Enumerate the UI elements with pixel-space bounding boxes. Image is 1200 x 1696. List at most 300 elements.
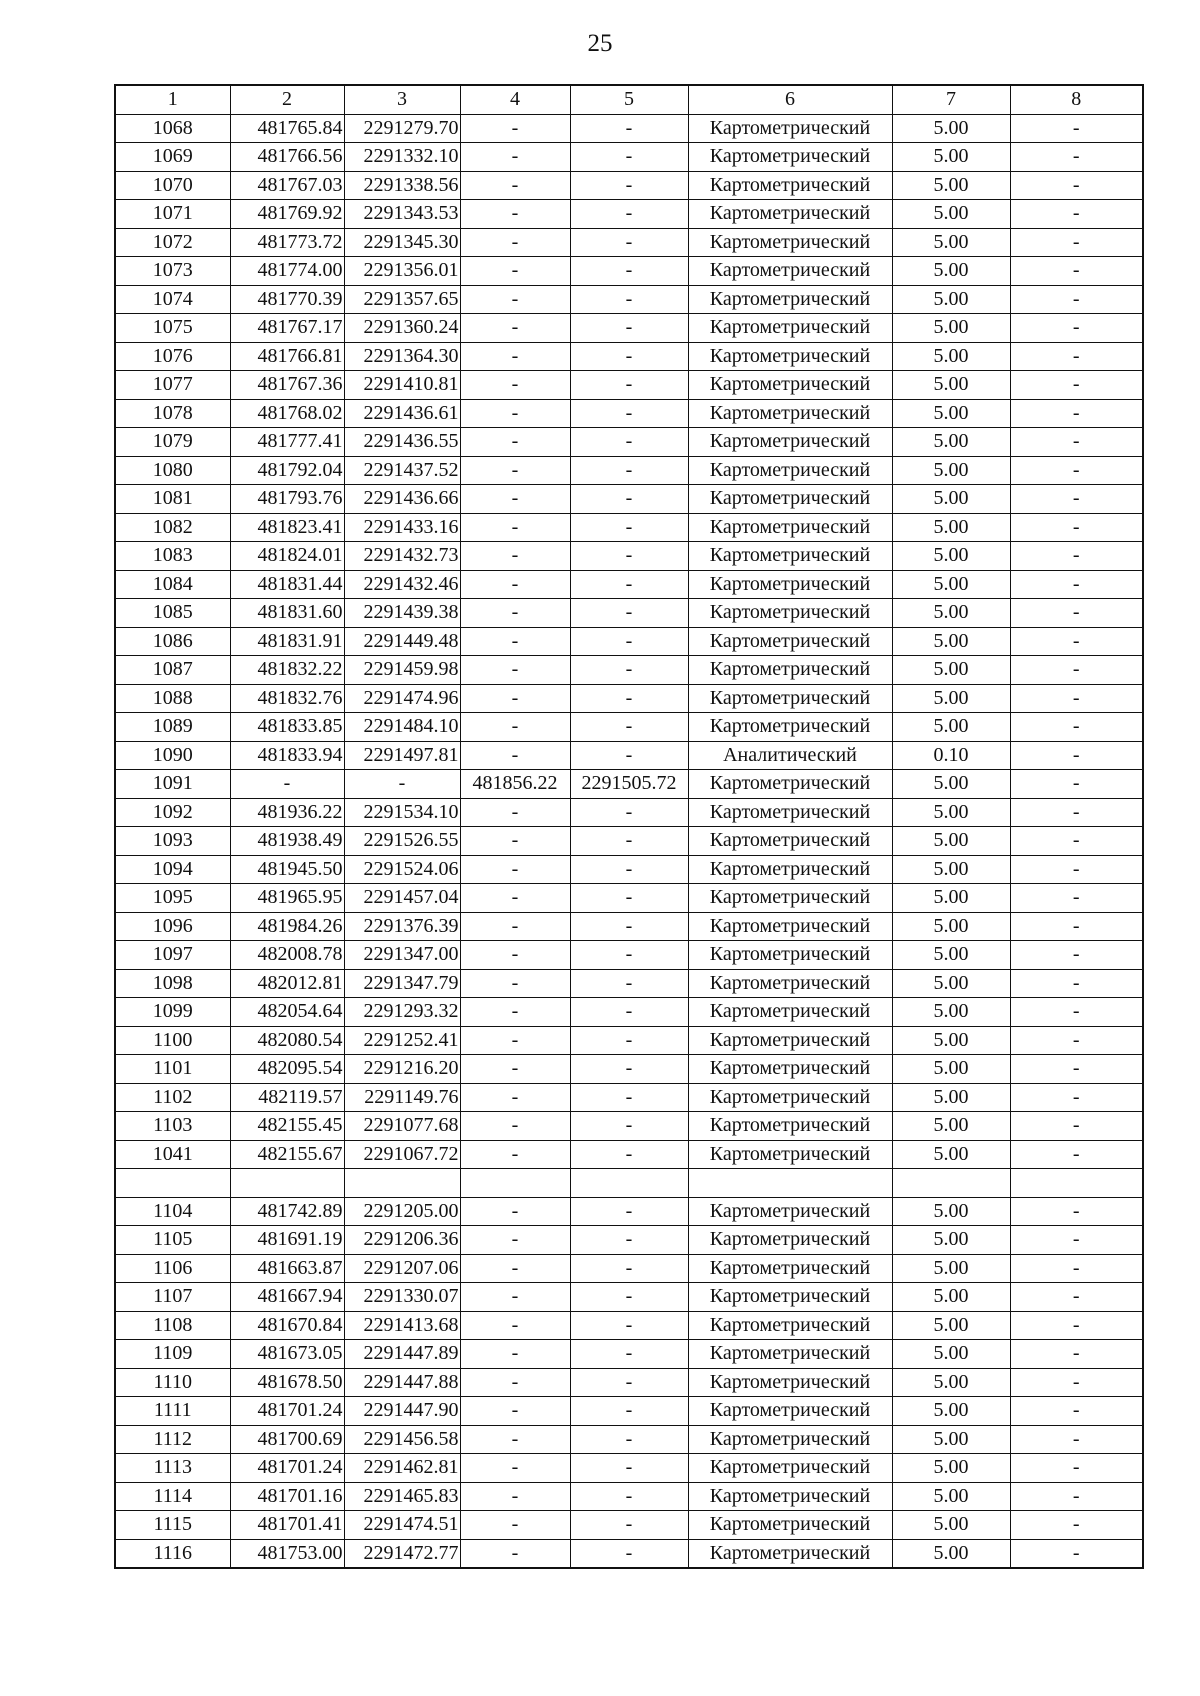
table-cell: 5.00 (892, 143, 1010, 172)
table-cell: 481984.26 (230, 912, 344, 941)
table-cell: 1107 (115, 1283, 230, 1312)
table-cell: 5.00 (892, 1482, 1010, 1511)
table-row (115, 143, 1143, 172)
table-cell: Картометрический (688, 1283, 892, 1312)
table-cell: 5.00 (892, 485, 1010, 514)
table-cell: - (570, 171, 688, 200)
column-header: 5 (570, 85, 688, 114)
table-row (115, 969, 1143, 998)
table-cell: 1115 (115, 1511, 230, 1540)
table-cell: 482012.81 (230, 969, 344, 998)
table-cell: 1069 (115, 143, 230, 172)
table-cell: - (1010, 1254, 1143, 1283)
table-cell: Картометрический (688, 1340, 892, 1369)
table-cell: Картометрический (688, 998, 892, 1027)
table-cell: 2291356.01 (344, 257, 460, 286)
table-cell: 5.00 (892, 542, 1010, 571)
table-cell: 481701.41 (230, 1511, 344, 1540)
table-cell: 1082 (115, 513, 230, 542)
table-cell: 1074 (115, 285, 230, 314)
table-cell: Картометрический (688, 713, 892, 742)
table-cell: - (570, 1055, 688, 1084)
table-cell: 5.00 (892, 1283, 1010, 1312)
table-cell: 1083 (115, 542, 230, 571)
table-cell: - (1010, 969, 1143, 998)
table-cell: - (460, 1226, 570, 1255)
table-cell: - (570, 143, 688, 172)
table-cell: 5.00 (892, 228, 1010, 257)
table-cell: Картометрический (688, 171, 892, 200)
table-cell: 481777.41 (230, 428, 344, 457)
table-cell: - (570, 1197, 688, 1226)
table-row (115, 1482, 1143, 1511)
table-row (115, 941, 1143, 970)
table-cell: 1093 (115, 827, 230, 856)
table-cell: 2291432.46 (344, 570, 460, 599)
table-cell: 5.00 (892, 1112, 1010, 1141)
table-cell: 481701.16 (230, 1482, 344, 1511)
table-cell: - (1010, 1112, 1143, 1141)
table-cell: - (570, 456, 688, 485)
table-cell: 2291347.79 (344, 969, 460, 998)
table-cell: - (1010, 570, 1143, 599)
coordinates-table (114, 84, 1144, 1569)
table-cell: 481663.87 (230, 1254, 344, 1283)
table-row (115, 1197, 1143, 1226)
table-row (115, 1169, 1143, 1198)
table-cell: 1088 (115, 684, 230, 713)
table-cell: - (1010, 314, 1143, 343)
table-cell: - (1010, 513, 1143, 542)
table-cell: 5.00 (892, 1539, 1010, 1568)
table-cell: - (460, 513, 570, 542)
table-cell: 2291465.83 (344, 1482, 460, 1511)
table-row (115, 884, 1143, 913)
table-cell: 1081 (115, 485, 230, 514)
table-cell: - (570, 998, 688, 1027)
table-cell: - (460, 1140, 570, 1169)
table-cell: 5.00 (892, 627, 1010, 656)
table-cell: - (570, 257, 688, 286)
table-cell: - (1010, 1482, 1143, 1511)
table-cell: 2291216.20 (344, 1055, 460, 1084)
column-header: 2 (230, 85, 344, 114)
table-cell: Картометрический (688, 114, 892, 143)
table-cell: 5.00 (892, 1140, 1010, 1169)
table-cell: Картометрический (688, 399, 892, 428)
table-cell: 481765.84 (230, 114, 344, 143)
table-cell: - (1010, 428, 1143, 457)
table-cell: 1091 (115, 770, 230, 799)
table-cell: - (460, 456, 570, 485)
table-cell: Картометрический (688, 371, 892, 400)
table-cell: - (570, 827, 688, 856)
table-cell: Картометрический (688, 228, 892, 257)
table-cell: 2291432.73 (344, 542, 460, 571)
table-cell: 1094 (115, 855, 230, 884)
table-cell: - (1010, 627, 1143, 656)
table-cell: 2291534.10 (344, 798, 460, 827)
table-cell: 481770.39 (230, 285, 344, 314)
table-cell: 481768.02 (230, 399, 344, 428)
page-number: 25 (587, 30, 613, 57)
table-cell: Картометрический (688, 456, 892, 485)
table-cell: - (570, 1397, 688, 1426)
table-cell: - (1010, 855, 1143, 884)
table-cell: 481945.50 (230, 855, 344, 884)
table-cell: - (570, 1140, 688, 1169)
table-cell: - (570, 371, 688, 400)
table-cell: - (460, 855, 570, 884)
table-cell: 1097 (115, 941, 230, 970)
table-cell: - (1010, 770, 1143, 799)
table-row (115, 1055, 1143, 1084)
table-cell: 1075 (115, 314, 230, 343)
table-cell: - (1010, 656, 1143, 685)
table-cell: 481774.00 (230, 257, 344, 286)
table-cell: - (460, 399, 570, 428)
table-cell: 481766.81 (230, 342, 344, 371)
table-cell: - (460, 228, 570, 257)
table-cell: 1116 (115, 1539, 230, 1568)
table-cell: - (344, 770, 460, 799)
table-cell: 2291436.61 (344, 399, 460, 428)
table-cell (688, 1169, 892, 1198)
table-row (115, 798, 1143, 827)
table-cell: Картометрический (688, 257, 892, 286)
table-cell: 481767.17 (230, 314, 344, 343)
table-cell: - (570, 1340, 688, 1369)
table-cell: - (1010, 228, 1143, 257)
table-cell: 1110 (115, 1368, 230, 1397)
table-cell: 2291343.53 (344, 200, 460, 229)
table-cell: 2291410.81 (344, 371, 460, 400)
table-cell: 2291449.48 (344, 627, 460, 656)
table-cell: - (570, 542, 688, 571)
table-cell: 2291338.56 (344, 171, 460, 200)
table-cell: - (460, 1482, 570, 1511)
table-cell: 2291293.32 (344, 998, 460, 1027)
table-row (115, 485, 1143, 514)
table-cell: 1114 (115, 1482, 230, 1511)
table-cell: 481793.76 (230, 485, 344, 514)
table-cell: Картометрический (688, 798, 892, 827)
table-cell: - (1010, 884, 1143, 913)
table-cell: 2291526.55 (344, 827, 460, 856)
table-cell: - (570, 1083, 688, 1112)
table-cell: 5.00 (892, 798, 1010, 827)
table-cell: Картометрический (688, 884, 892, 913)
table-cell: Картометрический (688, 200, 892, 229)
table-cell: 5.00 (892, 855, 1010, 884)
table-cell: 1092 (115, 798, 230, 827)
table-body (115, 114, 1143, 1568)
table-cell: - (570, 884, 688, 913)
table-cell: - (460, 1368, 570, 1397)
table-cell: 1068 (115, 114, 230, 143)
table-cell (570, 1169, 688, 1198)
table-row (115, 399, 1143, 428)
table-cell: 2291474.51 (344, 1511, 460, 1540)
table-cell: 5.00 (892, 969, 1010, 998)
table-cell: 5.00 (892, 1055, 1010, 1084)
table-cell: 481766.56 (230, 143, 344, 172)
table-cell: Картометрический (688, 770, 892, 799)
table-cell: 5.00 (892, 827, 1010, 856)
table-cell: 1089 (115, 713, 230, 742)
table-cell: 481701.24 (230, 1397, 344, 1426)
table-cell: - (1010, 713, 1143, 742)
table-cell: Картометрический (688, 1454, 892, 1483)
table-cell: - (460, 542, 570, 571)
table-row (115, 200, 1143, 229)
table-cell: - (1010, 1026, 1143, 1055)
table-cell: 481824.01 (230, 542, 344, 571)
table-row (115, 713, 1143, 742)
table-cell: - (570, 599, 688, 628)
table-cell: 1080 (115, 456, 230, 485)
table-cell: 2291376.39 (344, 912, 460, 941)
table-cell: 1099 (115, 998, 230, 1027)
table-cell: - (1010, 599, 1143, 628)
table-cell: - (570, 314, 688, 343)
table-row (115, 342, 1143, 371)
table-cell (115, 1169, 230, 1198)
table-cell: - (570, 855, 688, 884)
table-cell: - (1010, 798, 1143, 827)
column-header: 1 (115, 85, 230, 114)
table-cell: 2291357.65 (344, 285, 460, 314)
table-cell: 5.00 (892, 428, 1010, 457)
table-cell: 2291439.38 (344, 599, 460, 628)
table-row (115, 314, 1143, 343)
table-cell: 1090 (115, 741, 230, 770)
table-row (115, 1340, 1143, 1369)
table-cell: 1105 (115, 1226, 230, 1255)
table-cell: 5.00 (892, 656, 1010, 685)
table-cell: 481773.72 (230, 228, 344, 257)
table-cell: - (460, 969, 570, 998)
table-cell: - (570, 228, 688, 257)
table-cell: 5.00 (892, 200, 1010, 229)
table-cell: Картометрический (688, 1254, 892, 1283)
table-cell: Картометрический (688, 656, 892, 685)
table-row (115, 1397, 1143, 1426)
table-cell: Картометрический (688, 1425, 892, 1454)
table-cell: 1095 (115, 884, 230, 913)
table-row (115, 770, 1143, 799)
table-cell: Картометрический (688, 570, 892, 599)
table-cell: 5.00 (892, 912, 1010, 941)
table-cell: 481831.44 (230, 570, 344, 599)
table-cell: - (460, 713, 570, 742)
table-cell: - (1010, 741, 1143, 770)
table-cell: 5.00 (892, 599, 1010, 628)
table-cell: 481833.94 (230, 741, 344, 770)
table-cell: 481965.95 (230, 884, 344, 913)
table-cell: Картометрический (688, 1482, 892, 1511)
table-cell: - (460, 912, 570, 941)
table-cell: - (1010, 1539, 1143, 1568)
table-cell: - (570, 513, 688, 542)
table-cell: Картометрический (688, 1368, 892, 1397)
table-cell (344, 1169, 460, 1198)
table-cell: 2291437.52 (344, 456, 460, 485)
table-cell: - (570, 798, 688, 827)
table-cell: 481667.94 (230, 1283, 344, 1312)
table-cell: 2291067.72 (344, 1140, 460, 1169)
table-cell: 1113 (115, 1454, 230, 1483)
table-cell: - (460, 1283, 570, 1312)
table-cell: - (1010, 171, 1143, 200)
table-cell: 2291433.16 (344, 513, 460, 542)
table-cell: 481832.22 (230, 656, 344, 685)
table-cell: 2291330.07 (344, 1283, 460, 1312)
table-row (115, 1083, 1143, 1112)
table-cell: - (460, 371, 570, 400)
table-cell: - (570, 399, 688, 428)
table-cell: 2291472.77 (344, 1539, 460, 1568)
table-cell: Картометрический (688, 827, 892, 856)
table-cell: Картометрический (688, 627, 892, 656)
table-cell: - (1010, 342, 1143, 371)
table-cell: Картометрический (688, 969, 892, 998)
table-cell: - (460, 1425, 570, 1454)
table-row (115, 257, 1143, 286)
table-cell: 1103 (115, 1112, 230, 1141)
table-cell: 1078 (115, 399, 230, 428)
table-cell: - (570, 1112, 688, 1141)
table-cell: - (460, 1112, 570, 1141)
table-cell: 481767.36 (230, 371, 344, 400)
table-cell: - (570, 114, 688, 143)
table-cell: 1106 (115, 1254, 230, 1283)
table-cell: Картометрический (688, 1055, 892, 1084)
table-cell: - (460, 1055, 570, 1084)
table-cell: Картометрический (688, 542, 892, 571)
table-row (115, 1112, 1143, 1141)
table-cell: - (1010, 1397, 1143, 1426)
table-cell: 481673.05 (230, 1340, 344, 1369)
table-cell: - (1010, 1368, 1143, 1397)
table-cell: - (570, 285, 688, 314)
table-cell: Картометрический (688, 1197, 892, 1226)
table-row (115, 1283, 1143, 1312)
table-cell: - (460, 342, 570, 371)
table-cell: 2291332.10 (344, 143, 460, 172)
table-cell: 5.00 (892, 371, 1010, 400)
table-cell: - (1010, 114, 1143, 143)
table-cell: 2291474.96 (344, 684, 460, 713)
table-cell: 1102 (115, 1083, 230, 1112)
table-row (115, 456, 1143, 485)
table-row (115, 627, 1143, 656)
table-cell: Картометрический (688, 513, 892, 542)
table-cell: 5.00 (892, 257, 1010, 286)
column-header: 3 (344, 85, 460, 114)
table-cell: - (570, 656, 688, 685)
table-header-row (115, 85, 1143, 114)
table-cell: 2291459.98 (344, 656, 460, 685)
table-cell: 2291524.06 (344, 855, 460, 884)
table-row (115, 1226, 1143, 1255)
table-cell: 2291345.30 (344, 228, 460, 257)
table-cell (892, 1169, 1010, 1198)
table-cell: Картометрический (688, 342, 892, 371)
table-cell (460, 1169, 570, 1198)
table-cell: 5.00 (892, 998, 1010, 1027)
table-cell: 5.00 (892, 1397, 1010, 1426)
table-cell: - (1010, 1454, 1143, 1483)
table-row (115, 285, 1143, 314)
table-cell: 5.00 (892, 941, 1010, 970)
table-cell: 482155.67 (230, 1140, 344, 1169)
table-cell: - (460, 1539, 570, 1568)
table-cell: - (460, 570, 570, 599)
table-cell: - (570, 912, 688, 941)
table-cell: - (460, 314, 570, 343)
table-cell: 5.00 (892, 314, 1010, 343)
table-cell: 1100 (115, 1026, 230, 1055)
table-cell: Картометрический (688, 912, 892, 941)
table-cell: - (1010, 1311, 1143, 1340)
table-cell: 5.00 (892, 1226, 1010, 1255)
table-cell: - (570, 1539, 688, 1568)
table-cell: - (1010, 1511, 1143, 1540)
table-cell: 5.00 (892, 570, 1010, 599)
table-row (115, 570, 1143, 599)
table-cell: - (1010, 684, 1143, 713)
table-cell: - (570, 428, 688, 457)
table-cell: Картометрический (688, 599, 892, 628)
table-row (115, 1026, 1143, 1055)
table-cell: 2291447.88 (344, 1368, 460, 1397)
table-cell: 481831.60 (230, 599, 344, 628)
table-cell: 1104 (115, 1197, 230, 1226)
table-row (115, 428, 1143, 457)
table-cell: - (460, 998, 570, 1027)
table-cell: Картометрический (688, 428, 892, 457)
table-cell: 5.00 (892, 1311, 1010, 1340)
table-cell: - (460, 428, 570, 457)
table-cell: 481701.24 (230, 1454, 344, 1483)
table-cell: - (1010, 1340, 1143, 1369)
table-cell: - (1010, 1055, 1143, 1084)
table-cell: 1086 (115, 627, 230, 656)
table-row (115, 998, 1143, 1027)
table-cell: - (460, 884, 570, 913)
table-cell: 481700.69 (230, 1425, 344, 1454)
table-cell: - (1010, 912, 1143, 941)
table-cell: 1041 (115, 1140, 230, 1169)
table-cell: 5.00 (892, 513, 1010, 542)
table-cell: - (1010, 399, 1143, 428)
table-cell: Картометрический (688, 285, 892, 314)
table-cell: - (1010, 827, 1143, 856)
table-cell (1010, 1169, 1143, 1198)
table-cell: 2291252.41 (344, 1026, 460, 1055)
table-cell: 1109 (115, 1340, 230, 1369)
table-cell: - (460, 200, 570, 229)
table-cell: Картометрический (688, 1026, 892, 1055)
table-cell: 482119.57 (230, 1083, 344, 1112)
column-header: 4 (460, 85, 570, 114)
table-cell: - (460, 1340, 570, 1369)
table-cell: - (570, 200, 688, 229)
table-cell: Картометрический (688, 1226, 892, 1255)
table-cell: - (570, 1454, 688, 1483)
table-cell: 2291456.58 (344, 1425, 460, 1454)
